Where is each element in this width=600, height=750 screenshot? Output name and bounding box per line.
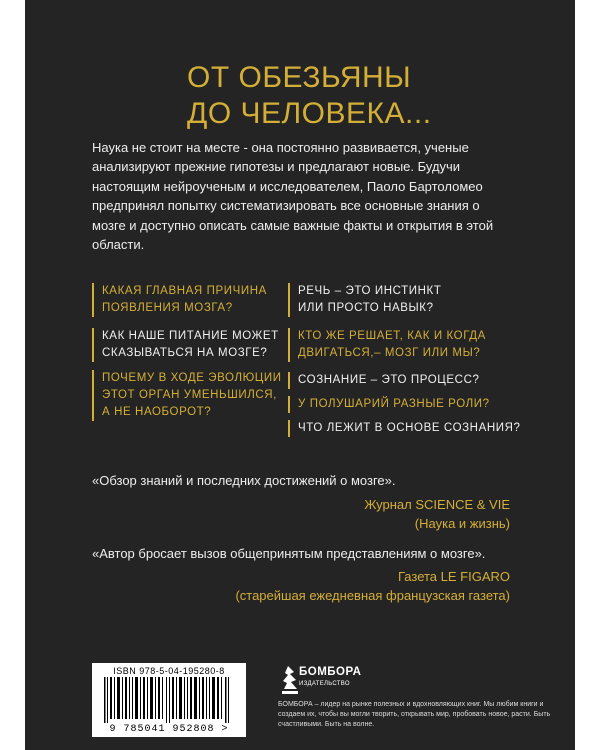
publisher-subtitle: ИЗДАТЕЛЬСТВО [299,681,350,687]
question-text: ПОЧЕМУ В ХОДЕ ЭВОЛЮЦИИ [102,372,282,384]
question-text: ПОЯВЛЕНИЯ МОЗГА? [102,302,233,314]
question-text: ЭТОТ ОРГАН УМЕНЬШИЛСЯ, [102,389,277,401]
review-source-name: Журнал SCIENCE & VIE [364,497,510,512]
review-quote-2: «Автор бросает вызов общепринятым представлениям о мозге». [92,546,486,561]
isbn-label: ISBN 978-5-04-195280-8 [113,666,225,676]
question-text: ДВИГАТЬСЯ,– МОЗГ ИЛИ МЫ? [298,347,481,359]
question-text: А НЕ НАОБОРОТ? [102,406,212,418]
cover-title [187,60,432,132]
question-text: У ПОЛУШАРИЙ РАЗНЫЕ РОЛИ? [298,398,490,410]
question-right-2 [288,328,486,362]
question-right-3 [288,372,479,389]
review-source-2 [235,567,510,605]
review-source-note: (старейшая ежедневная французская газета) [235,588,510,603]
question-right-4 [288,396,490,413]
question-right-1 [288,283,441,317]
question-text: КАК НАШЕ ПИТАНИЕ МОЖЕТ [102,330,279,342]
barcode-bars [104,677,234,723]
question-text: СКАЗЫВАТЬСЯ НА МОЗГЕ? [102,347,268,359]
question-left-2 [92,328,279,362]
barcode-box [92,663,246,737]
question-text: СОЗНАНИЕ – ЭТО ПРОЦЕСС? [298,374,480,386]
question-text: ИЛИ ПРОСТО НАВЫК? [298,302,434,314]
publisher-name: БОМБОРА [299,666,362,678]
question-left-3 [92,370,282,421]
ean-digits: 9 785041 952808 > [109,724,229,735]
review-source-name: Газета LE FIGARO [397,569,510,584]
review-quote-1: «Обзор знаний и последних достижений о мозге». [92,473,396,488]
review-source-note: (Наука и жизнь) [414,516,510,531]
question-text: КТО ЖЕ РЕШАЕТ, КАК И КОГДА [298,330,486,342]
title-line-1: ОТ ОБЕЗЬЯНЫ [187,61,412,94]
review-source-1 [364,495,510,533]
question-text: РЕЧЬ – ЭТО ИНСТИНКТ [298,285,442,297]
publisher-description: БОМБОРА – лидер на рынке полезных и вдохновляющих книг. Мы любим книги и создаем их, чтобы вы могли творить, открывать мир, пробовать новое, расти. Быть счастливыми. Быть на волне. [278,701,551,728]
title-line-2: ДО ЧЕЛОВЕКА... [187,97,432,130]
question-left-1 [92,283,267,317]
question-text: ЧТО ЛЕЖИТ В ОСНОВЕ СОЗНАНИЯ? [298,422,521,434]
book-back-cover [25,0,575,750]
question-text: КАКАЯ ГЛАВНАЯ ПРИЧИНА [102,285,267,297]
intro-paragraph: Наука не стоит на месте - она постоянно развивается, ученые анализируют прежние гипотезы и предлагают новые. Будучи настоящим нейроученым и исследователем, Паоло Бартоломео предпринял попытку систематизировать все основные знания о мозге и доступно описать самые важные факты и открытия в этой области. [92,140,494,253]
question-right-5 [288,420,521,437]
